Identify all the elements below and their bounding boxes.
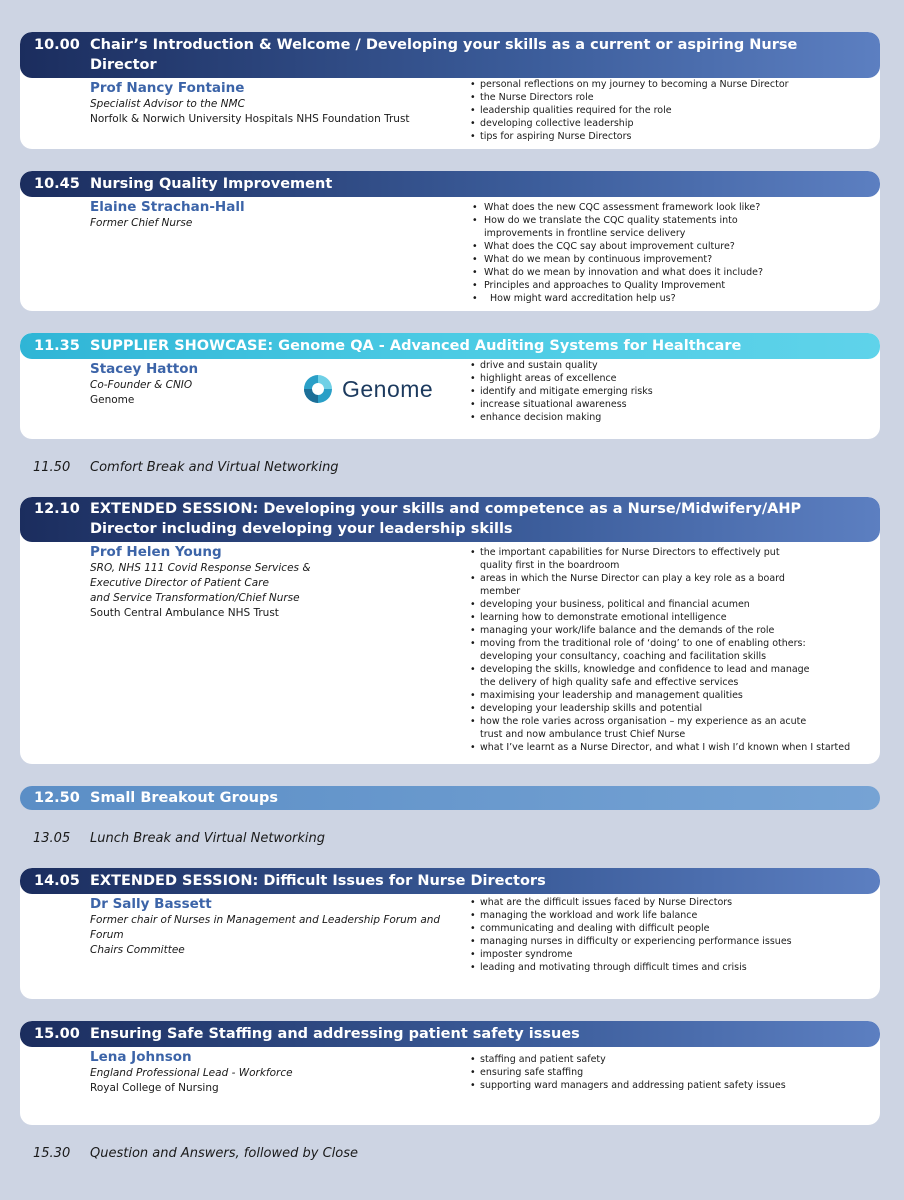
topic-item: • staffing and patient safety: [470, 1053, 870, 1066]
topic-list: [470, 359, 870, 424]
topic-item: • managing nurses in difficulty or experiencing performance issues: [470, 935, 870, 948]
speaker-org: South Central Ambulance NHS Trust: [90, 607, 279, 619]
topic-item: • How do we translate the CQC quality statements into improvements in frontline service delivery: [472, 214, 772, 240]
speaker-role: and Service Transformation/Chief Nurse: [90, 592, 300, 604]
topic-item: • learning how to demonstrate emotional intelligence: [470, 611, 815, 624]
topic-item: • tips for aspiring Nurse Directors: [470, 130, 870, 143]
speaker-role: Chairs Committee: [90, 944, 185, 956]
topic-item: • What does the CQC say about improvement culture?: [472, 240, 772, 253]
topic-item: • leadership qualities required for the role: [470, 104, 870, 117]
session-time: 11.35: [34, 338, 80, 354]
breakout-time: 12.50: [34, 790, 80, 806]
topic-item: • maximising your leadership and management qualities: [470, 689, 815, 702]
break-row: [33, 459, 339, 477]
speaker-org: Royal College of Nursing: [90, 1082, 219, 1094]
topic-item: • the important capabilities for Nurse Directors to effectively put quality first in the boardroom: [470, 546, 815, 572]
session-header: [20, 497, 880, 542]
speaker-role: SRO, NHS 111 Covid Response Services &: [90, 562, 311, 574]
topic-list: [470, 1053, 870, 1092]
session-time: 10.00: [34, 37, 80, 53]
topic-item: • developing your leadership skills and potential: [470, 702, 815, 715]
topic-item: • What do we mean by innovation and what does it include?: [472, 266, 772, 279]
topic-item: • enhance decision making: [470, 411, 870, 424]
topic-item: • Principles and approaches to Quality Improvement: [472, 279, 772, 292]
topic-list: [470, 896, 870, 974]
topic-list: [470, 546, 851, 754]
topic-item: • what I’ve learnt as a Nurse Director, and what I wish I’d known when I started: [470, 741, 870, 754]
topic-item: • the Nurse Directors role: [470, 91, 870, 104]
topic-item: • developing collective leadership: [470, 117, 870, 130]
speaker-role: Former chair of Nurses in Management and Leadership Forum and Forum: [90, 914, 441, 941]
speaker-block: [90, 199, 460, 231]
topic-item: • What does the new CQC assessment framework look like?: [472, 201, 772, 214]
speaker-role: Specialist Advisor to the NMC: [90, 98, 245, 110]
speaker-name: Elaine Strachan-Hall: [90, 199, 245, 215]
topic-item: • highlight areas of excellence: [470, 372, 870, 385]
break-label: Comfort Break and Virtual Networking: [90, 460, 339, 475]
session-title: EXTENDED SESSION: Developing your skills and competence as a Nurse/Midwifery/AHP Director including developing your leadership skills: [90, 501, 802, 537]
speaker-org: Genome: [90, 394, 135, 406]
speaker-role: Co-Founder & CNIO: [90, 379, 193, 391]
speaker-role: Executive Director of Patient Care: [90, 577, 269, 589]
break-row: [33, 1145, 358, 1163]
topic-item: • what are the difficult issues faced by Nurse Directors: [470, 896, 870, 909]
topic-item: • managing the workload and work life balance: [470, 909, 870, 922]
session-title: SUPPLIER SHOWCASE: Genome QA - Advanced Auditing Systems for Healthcare: [90, 338, 742, 354]
logo-text: Genome: [342, 375, 434, 402]
break-time: 15.30: [33, 1146, 71, 1161]
session-header: [20, 333, 880, 359]
speaker-org: Norfolk & Norwich University Hospitals NHS Foundation Trust: [90, 113, 410, 125]
topic-item: • how the role varies across organisation – my experience as an acute trust and now ambulance trust Chief Nurse: [470, 715, 815, 741]
session-card: [20, 868, 880, 999]
break-label: Question and Answers, followed by Close: [90, 1146, 358, 1161]
break-time: 13.05: [33, 831, 71, 846]
speaker-name: Dr Sally Bassett: [90, 896, 212, 912]
speaker-role: England Professional Lead - Workforce: [90, 1067, 293, 1079]
topic-item: • managing your work/life balance and the demands of the role: [470, 624, 815, 637]
breakout-bar: [20, 786, 880, 810]
session-time: 10.45: [34, 176, 80, 192]
session-time: 14.05: [34, 873, 80, 889]
topic-item: • identify and mitigate emerging risks: [470, 385, 870, 398]
topic-item: • imposter syndrome: [470, 948, 870, 961]
speaker-role: Former Chief Nurse: [90, 217, 193, 229]
speaker-block: [90, 896, 460, 958]
topic-item: • drive and sustain quality: [470, 359, 870, 372]
session-card: [20, 171, 880, 311]
topic-item: • communicating and dealing with difficult people: [470, 922, 870, 935]
session-header: [20, 868, 880, 894]
speaker-name: Lena Johnson: [90, 1049, 192, 1065]
speaker-name: Stacey Hatton: [90, 361, 199, 377]
session-title: Chair’s Introduction & Welcome / Developing your skills as a current or aspiring Nurse Director: [90, 37, 798, 73]
speaker-block: [90, 544, 460, 621]
break-row: [33, 830, 325, 848]
topic-item: • What do we mean by continuous improvement?: [472, 253, 772, 266]
session-title: Nursing Quality Improvement: [90, 176, 333, 192]
speaker-name: Prof Helen Young: [90, 544, 222, 560]
session-card: [20, 497, 880, 764]
topic-list: [470, 78, 870, 143]
topic-item: • moving from the traditional role of ‘doing’ to one of enabling others: developing your consultancy, coaching and facilitation skills: [470, 637, 815, 663]
speaker-block: [90, 1049, 460, 1096]
genome-logo: [302, 373, 433, 405]
session-header: [20, 32, 880, 78]
breakout-label: Small Breakout Groups: [90, 790, 279, 806]
speaker-name: Prof Nancy Fontaine: [90, 80, 245, 96]
speaker-block: [90, 80, 460, 127]
topic-item: • personal reflections on my journey to becoming a Nurse Director: [470, 78, 870, 91]
session-header: [20, 1021, 880, 1047]
topic-item: • leading and motivating through difficult times and crisis: [470, 961, 870, 974]
topic-item: • developing your business, political and financial acumen: [470, 598, 815, 611]
session-title: Ensuring Safe Staffing and addressing patient safety issues: [90, 1026, 580, 1042]
session-card: [20, 32, 880, 149]
genome-logo-icon: [302, 373, 334, 405]
topic-item: • increase situational awareness: [470, 398, 870, 411]
break-time: 11.50: [33, 460, 71, 475]
session-card: [20, 333, 880, 439]
topic-item: • ensuring safe staffing: [470, 1066, 870, 1079]
session-header: [20, 171, 880, 197]
break-label: Lunch Break and Virtual Networking: [90, 831, 325, 846]
topic-item: • How might ward accreditation help us?: [472, 292, 772, 305]
session-time: 15.00: [34, 1026, 80, 1042]
topic-item: • developing the skills, knowledge and confidence to lead and manage the delivery of high quality safe and effective services: [470, 663, 815, 689]
session-card: [20, 1021, 880, 1125]
topic-item: • areas in which the Nurse Director can play a key role as a board member: [470, 572, 815, 598]
topic-item: • supporting ward managers and addressing patient safety issues: [470, 1079, 870, 1092]
session-title: EXTENDED SESSION: Difficult Issues for Nurse Directors: [90, 873, 546, 889]
topic-list: [472, 201, 772, 305]
session-time: 12.10: [34, 501, 80, 517]
